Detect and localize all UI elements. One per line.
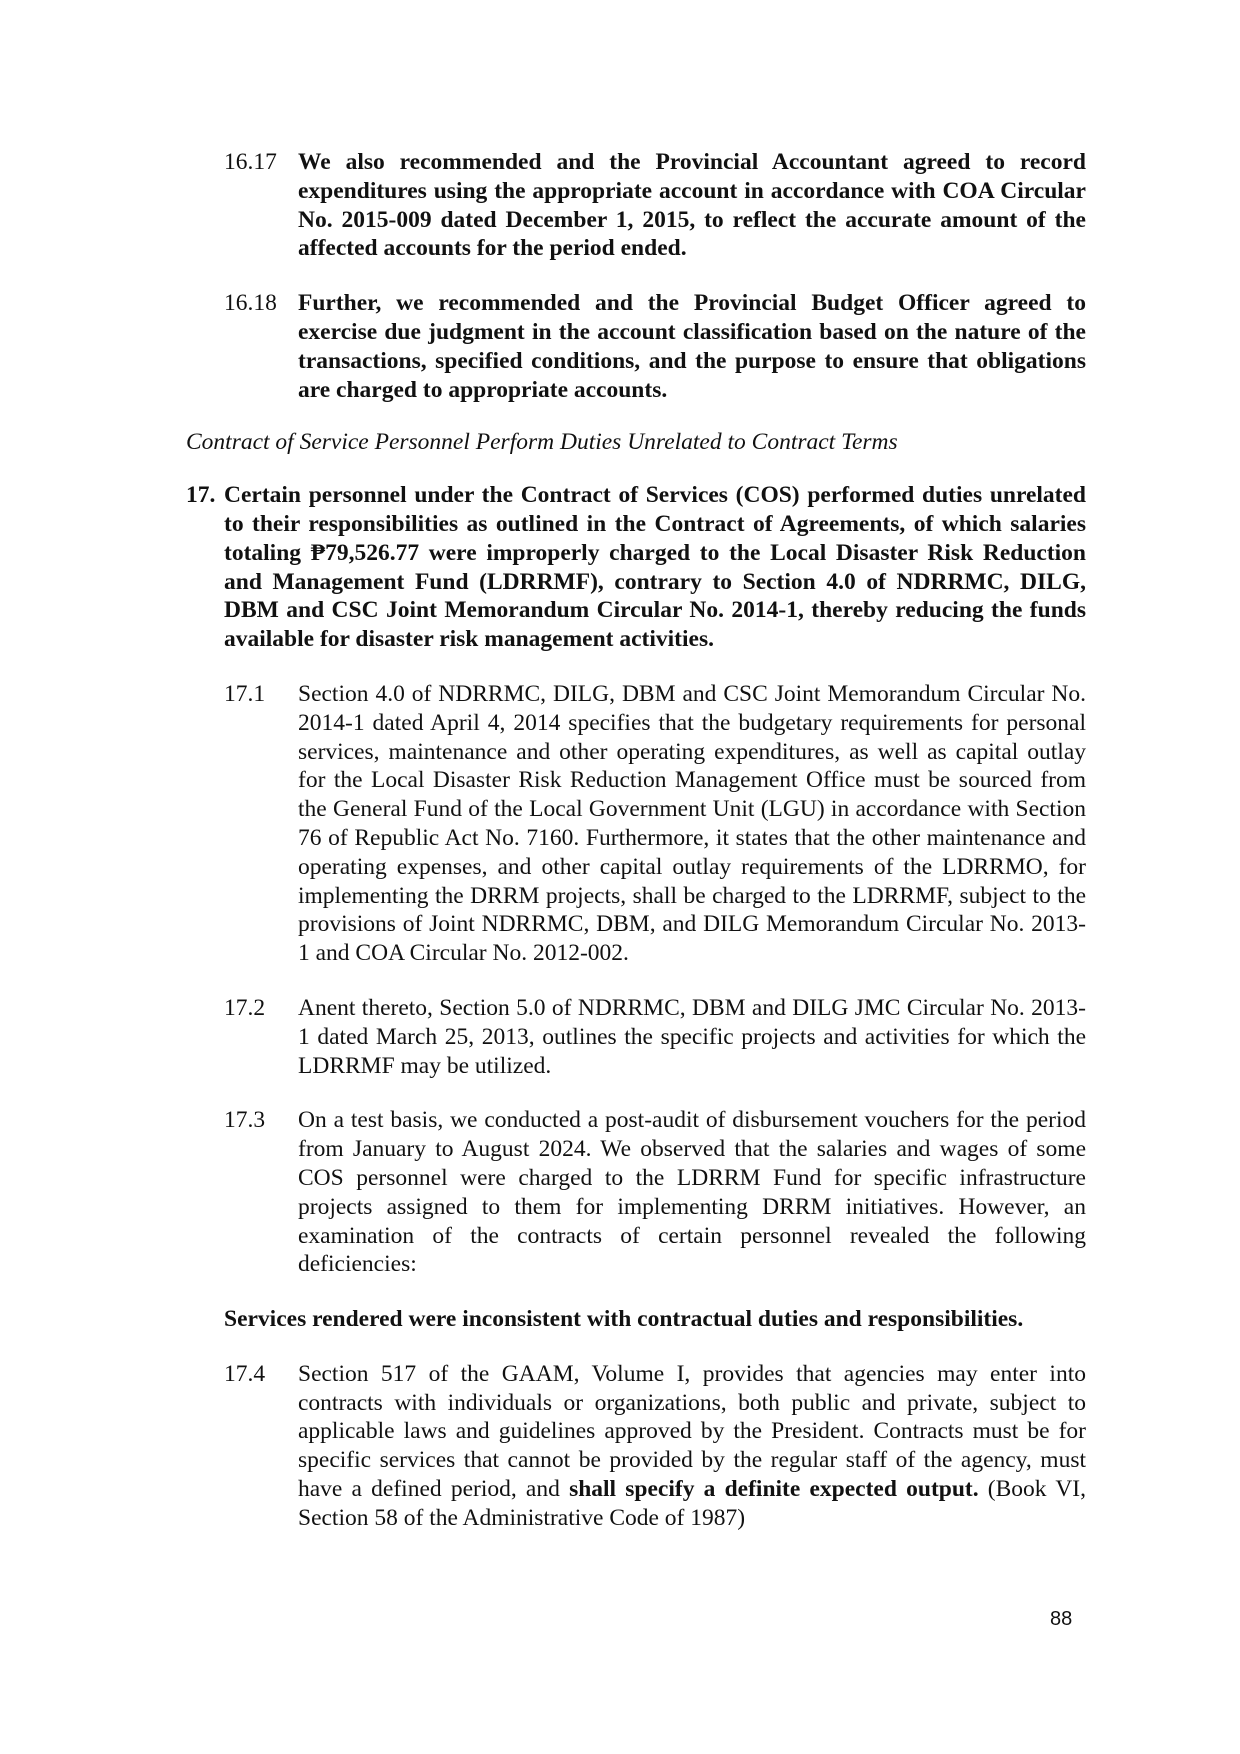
page-content [186,148,1086,1533]
finding-number: 17. [186,482,216,509]
subheading: Services rendered were inconsistent with contractual duties and responsibilities. [224,1306,1024,1333]
page-number: 88 [1050,1608,1073,1630]
paragraph-17-1 [186,680,1086,968]
paragraph-text: We also recommended and the Provincial Accountant agreed to record expenditures using the appropriate account in accordance with COA Circular No. 2015-009 dated December 1, 2015, to reflect the accurate amount of the affected accounts for the period ended. [298,149,1086,262]
paragraph-number: 17.4 [224,1360,266,1387]
paragraph-17-2 [186,994,1086,1080]
paragraph-text: Anent thereto, Section 5.0 of NDRRMC, DBM and DILG JMC Circular No. 2013-1 dated March 25, 2013, outlines the specific projects and activities for which the LDRRMF may be utilized. [298,994,1086,1079]
paragraph-number: 16.18 [224,290,277,317]
paragraph-text: On a test basis, we conducted a post-audit of disbursement vouchers for the period from January to August 2024. We observed that the salaries and wages of some COS personnel were charged to the LDRRM Fund for specific infrastructure projects assigned to them for implementing DRRM initiatives. However, an examination of the contracts of certain personnel revealed the following deficiencies: [298,1107,1086,1278]
paragraph-number: 17.2 [224,994,266,1021]
finding-17 [186,481,1086,654]
paragraph-16-17 [186,148,1086,263]
paragraph-text-before: Section 517 of the GAAM, Volume I, provides that agencies may enter into contracts with individuals or organizations, both public and private, subject to applicable laws and guidelines approved by the President. Contracts must be for specific services that cannot be provided by the regular staff of the agency, must have a defined period, and [298,1360,1086,1503]
paragraph-number: 16.17 [224,149,277,175]
section-heading: Contract of Service Personnel Perform Duties Unrelated to Contract Terms [186,429,898,456]
paragraph-number: 17.1 [224,680,266,707]
paragraph-text: Further, we recommended and the Provincial Budget Officer agreed to exercise due judgment in the account classification based on the nature of the transactions, specified conditions, and the purpose to ensure that obligations are charged to appropriate accounts. [298,290,1086,403]
paragraph-16-18 [186,289,1086,404]
paragraph-number: 17.3 [224,1107,266,1134]
finding-text: Certain personnel under the Contract of Services (COS) performed duties unrelated to their responsibilities as outlined in the Contract of Agreements, of which salaries totaling ₱79,526.77 were improperly charged to the Local Disaster Risk Reduction and Management Fund (LDRRMF), contrary to Section 4.0 of NDRRMC, DILG, DBM and CSC Joint Memorandum Circular No. 2014-1, thereby reducing the funds available for disaster risk management activities. [224,482,1086,653]
paragraph-17-4 [186,1360,1086,1533]
paragraph-text: Section 4.0 of NDRRMC, DILG, DBM and CSC Joint Memorandum Circular No. 2014-1 dated April 4, 2014 specifies that the budgetary requirements for personal services, maintenance and other operating expenditures, as well as capital outlay for the Local Disaster Risk Reduction Management Office must be sourced from the General Fund of the Local Government Unit (LGU) in accordance with Section 76 of Republic Act No. 7160. Furthermore, it states that the other maintenance and operating expenses, and other capital outlay requirements of the LDRRMO, for implementing the DRRM projects, shall be charged to the LDRRMF, subject to the provisions of Joint NDRRMC, DBM, and DILG Memorandum Circular No. 2013-1 and COA Circular No. 2012-002. [298,680,1086,967]
paragraph-text-bold: shall specify a definite expected output. [569,1476,979,1503]
paragraph-17-3 [186,1106,1086,1279]
paragraph-text-after: (Book VI, Section 58 of the Administrative Code of 1987) [298,1476,1086,1531]
